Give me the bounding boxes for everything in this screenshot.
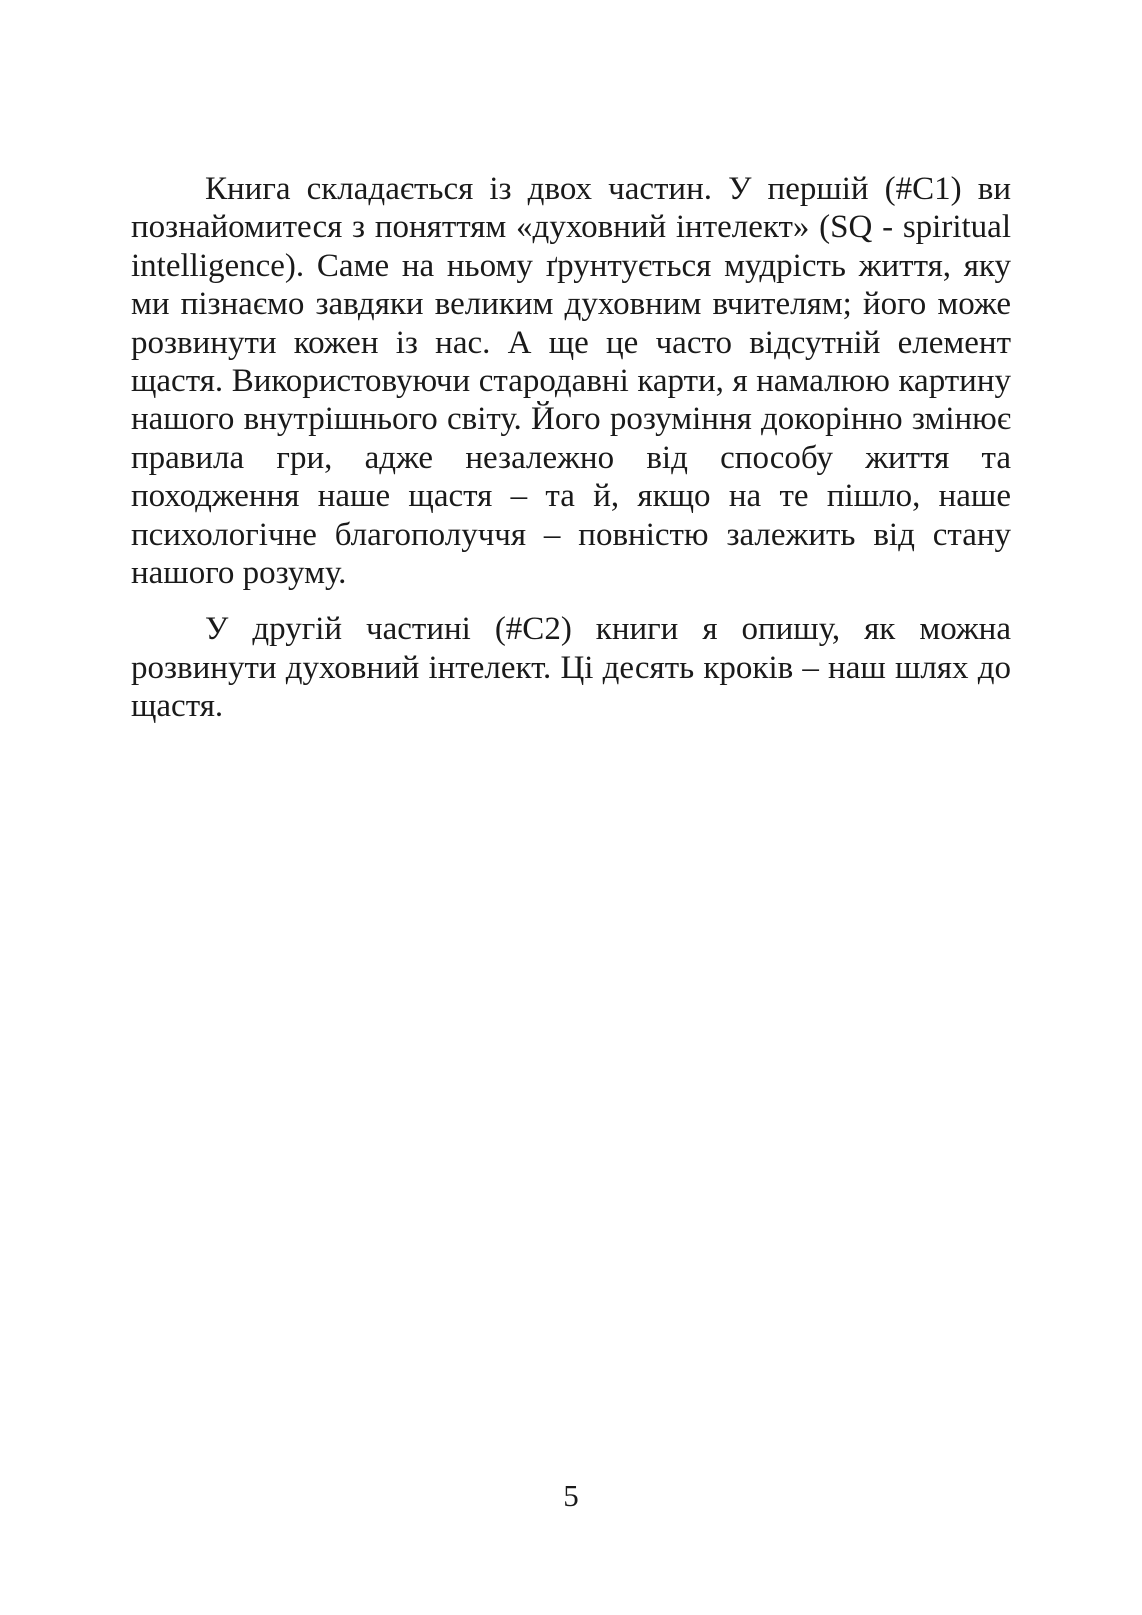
paragraph-2: У другій частині (#С2) книги я опишу, як можна розвинути духовний інтелект. Ці десять кроків – наш шлях до щастя.	[131, 611, 1011, 725]
paragraph-1: Книга складається із двох частин. У першій (#С1) ви познайомитеся з поняттям «духовний інтелект» (SQ - spiritual intelligence). Саме на ньому ґрунтується мудрість життя, яку ми пізнаємо завдяки великим духовним вчителям; його може розвинути кожен із нас. А ще це часто відсутній елемент щастя. Використовуючи стародавні карти, я намалюю картину нашого внутрішнього світу. Його розуміння докорінно змінює правила гри, адже незалежно від способу життя та походження наше щастя – та й, якщо на те пішло, наше психологічне благополуччя – повністю залежить від стану нашого розуму.	[131, 171, 1011, 592]
body-text	[131, 170, 1011, 744]
page-number: 5	[563, 1478, 579, 1513]
